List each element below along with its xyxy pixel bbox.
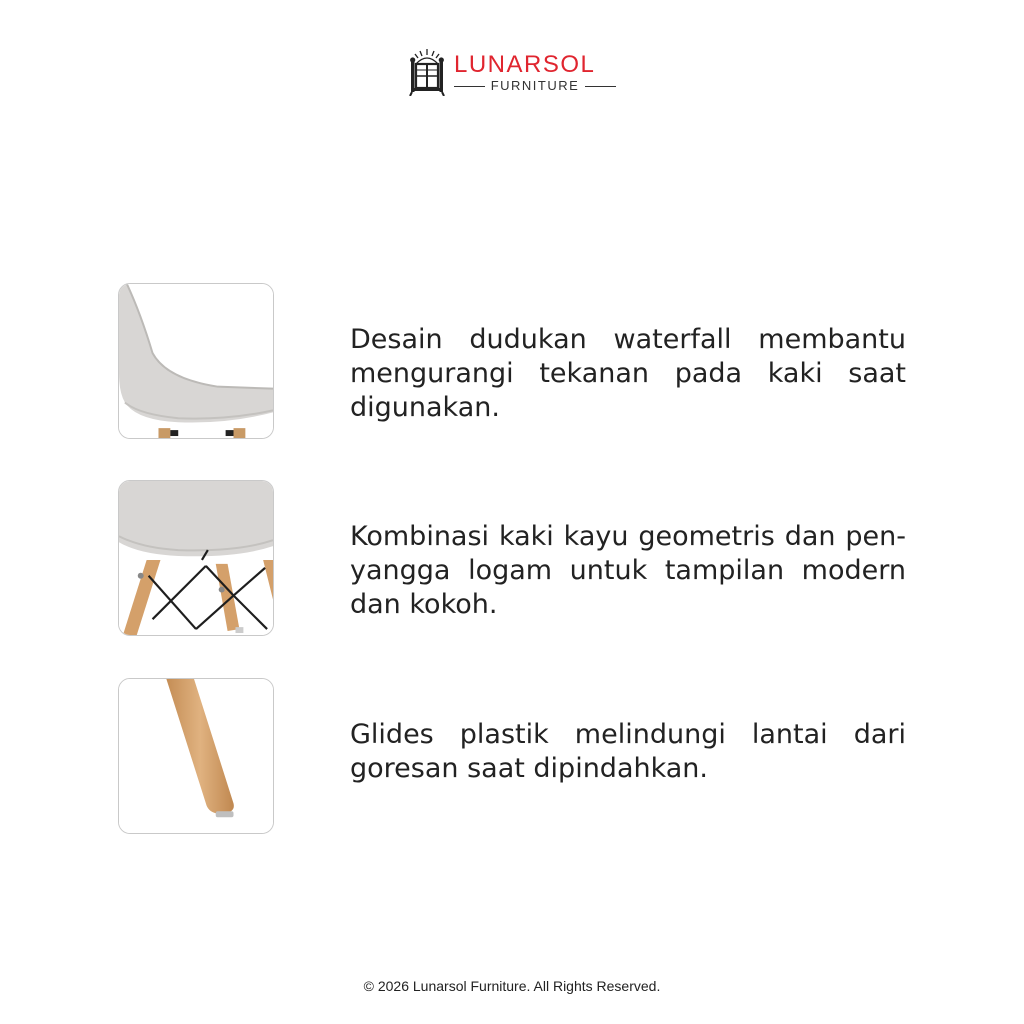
feature-thumbnail	[118, 480, 274, 636]
feature-description: Glides plastik melindungi lantai dari goresan saat dipindahkan.	[350, 719, 906, 784]
brand-name: LUNARSOL	[454, 51, 596, 78]
brand-subtitle-row	[454, 79, 616, 93]
chair-leg-glide-image	[119, 679, 273, 833]
feature-description: Kombinasi kaki kayu geometris dan pen-yangga logam untuk tampilan modern dan kokoh.	[350, 521, 906, 620]
feature-item	[118, 283, 908, 441]
chair-seat-waterfall-image	[119, 284, 273, 438]
feature-description: Desain dudukan waterfall membantu mengurangi tekanan pada kaki saat digunakan.	[350, 324, 906, 423]
feature-item	[118, 678, 908, 836]
feature-thumbnail	[118, 283, 274, 439]
divider	[585, 86, 616, 87]
feature-thumbnail	[118, 678, 274, 834]
furniture-window-icon	[408, 48, 446, 96]
brand-logo	[406, 46, 618, 98]
brand-subtitle: FURNITURE	[490, 78, 580, 93]
copyright-footer: © 2026 Lunarsol Furniture. All Rights Reserved.	[363, 978, 661, 994]
divider	[454, 86, 485, 87]
chair-legs-frame-image	[119, 481, 273, 635]
feature-item	[118, 480, 908, 638]
